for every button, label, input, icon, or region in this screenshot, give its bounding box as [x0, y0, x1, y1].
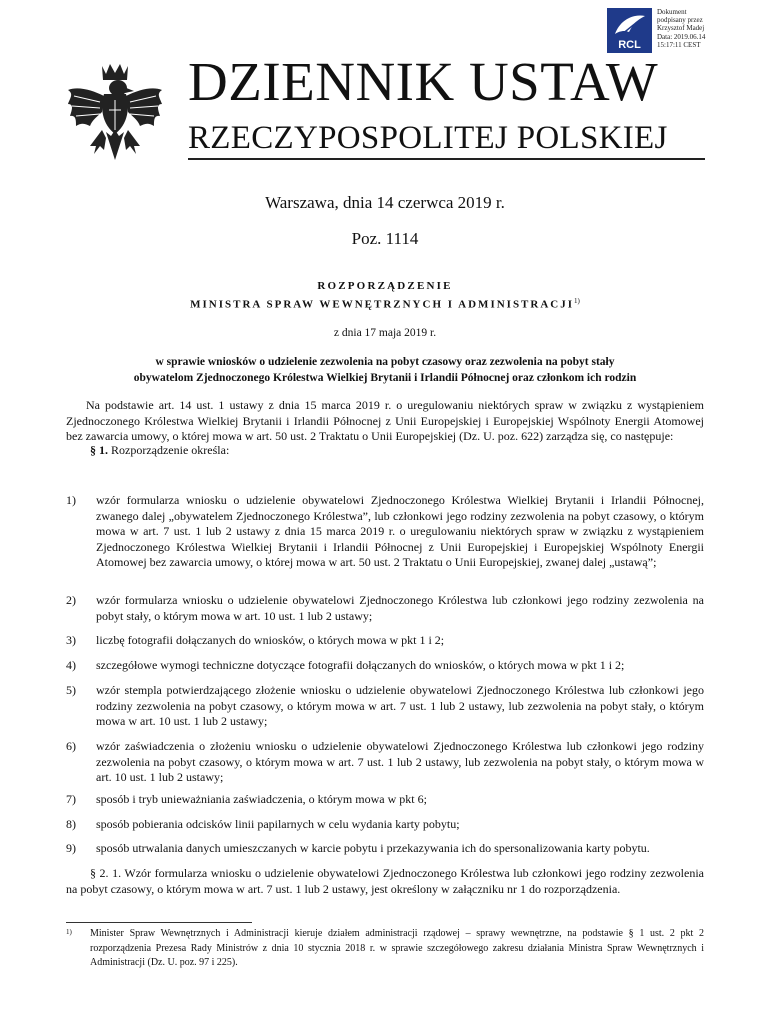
list-item-number: 4): [66, 658, 76, 672]
place-date: Warszawa, dnia 14 czerwca 2019 r.: [265, 193, 505, 212]
footnote-mark: 1): [574, 297, 580, 305]
list-item: [66, 683, 704, 730]
list-item-text: sposób utrwalania danych umieszczanych w karcie pobytu i przekazywania ich do spersonalizowania karty pobytu.: [96, 841, 650, 855]
footnote-rule: [66, 922, 252, 923]
list-item-text: szczegółowe wymogi techniczne dotyczące fotografii dołączanych do wniosków, o których mowa w pkt 1 i 2;: [96, 658, 625, 672]
list-item-text: wzór zaświadczenia o złożeniu wniosku o udzielenie obywatelowi Zjednoczonego Królestwa lub członkowi jego rodziny zezwolenia na pobyt czasowy, o którym mowa w art. 7 ust. 1 lub 2 ustawy, lub zezwolenia na pobyt stały, o którym mowa w art. 10 ust. 1 lub 2 ustawy;: [96, 739, 704, 784]
list-item: [66, 841, 704, 857]
stamp-logo-text: RCL: [618, 39, 641, 51]
position-number: Poz. 1114: [351, 229, 419, 248]
section-text: Rozporządzenie określa:: [108, 443, 230, 457]
list-item-text: sposób i tryb unieważniania zaświadczenia, o którym mowa w pkt 6;: [96, 792, 427, 806]
journal-title: DZIENNIK USTAW: [188, 51, 659, 112]
list-item-number: 7): [66, 792, 76, 806]
list-item-number: 2): [66, 593, 76, 607]
list-item-number: 1): [66, 493, 76, 507]
list-item: [66, 633, 704, 649]
list-item-number: 9): [66, 841, 76, 855]
preamble: Na podstawie art. 14 ust. 1 ustawy z dnia 15 marca 2019 r. o uregulowaniu niektórych spraw w związku z wystąpieniem Zjednoczonego Królestwa Wielkiej Brytanii i Irlandii Północnej z Unii Europejskiej i Europejskiej Wspólnoty Energii Atomowej bez zawarcia umowy, o której mowa w art. 50 ust. 2 Traktatu o Unii Europejskiej (Dz. U. poz. 622) zarządza się, co następuje:: [66, 398, 704, 443]
act-subject-line: w sprawie wniosków o udzielenie zezwolenia na pobyt czasowy oraz zezwolenia na pobyt stały: [155, 356, 615, 368]
section-label: § 1.: [90, 443, 108, 457]
list-item: [66, 739, 704, 786]
signature-stamp-logo: [607, 8, 652, 53]
list-item: [66, 792, 704, 808]
list-item: [66, 593, 704, 624]
list-item-text: liczbę fotografii dołączanych do wniosków, o których mowa w pkt 1 i 2;: [96, 633, 445, 647]
section-text: 1. Wzór formularza wniosku o udzielenie obywatelowi Zjednoczonego Królestwa lub członkowi jego rodziny zezwolenia na pobyt czasowy, o którym mowa w art. 7 ust. 1 lub 2 ustawy, jest określony w załączniku nr 1 do rozporządzenia.: [66, 866, 705, 896]
list-item-number: 8): [66, 817, 76, 831]
act-type: ROZPORZĄDZENIE: [317, 280, 453, 292]
list-item-text: sposób pobierania odcisków linii papilarnych w celu wydania karty pobytu;: [96, 817, 460, 831]
stamp-line: Dokument: [657, 8, 687, 16]
list-item-text: wzór formularza wniosku o udzielenie obywatelowi Zjednoczonego Królestwa lub członkowi jego rodziny zezwolenia na pobyt stały, o którym mowa w art. 10 ust. 1 lub 2 ustawy;: [96, 593, 704, 623]
act-subject-line: obywatelom Zjednoczonego Królestwa Wielkiej Brytanii i Irlandii Północnej oraz członkom ich rodzin: [133, 372, 637, 384]
list-item: [66, 817, 704, 833]
signature-stamp-text: [657, 8, 737, 49]
stamp-line: podpisany przez: [657, 16, 703, 25]
journal-subtitle: RZECZYPOSPOLITEJ POLSKIEJ: [188, 120, 668, 156]
list-item-text: wzór stempla potwierdzającego złożenie wniosku o udzielenie obywatelowi Zjednoczonego Królestwa lub członkowi jego rodziny zezwolenia na pobyt czasowy, o którym mowa w art. 7 ust. 1 lub 2 ustawy, lub zezwolenia na pobyt stały, o którym mowa w art. 10 ust. 1 lub 2 ustawy;: [96, 683, 704, 728]
act-date: z dnia 17 maja 2019 r.: [333, 327, 437, 339]
stamp-line: Krzysztof Madej: [657, 24, 705, 33]
list-item: [66, 658, 704, 674]
list-item-number: 5): [66, 683, 76, 697]
act-authority: [0, 297, 770, 311]
footnote-number: 1): [66, 928, 72, 936]
stamp-line: Data: 2019.06.14: [657, 32, 706, 41]
polish-eagle-emblem: [64, 60, 166, 170]
list-item: [66, 493, 704, 571]
authority-text: MINISTRA SPRAW WEWNĘTRZNYCH I ADMINISTRACJI: [190, 298, 575, 311]
section-1: [90, 443, 229, 458]
list-item-text: wzór formularza wniosku o udzielenie obywatelowi Zjednoczonego Królestwa Wielkiej Brytanii i Irlandii Północnej, zwanego dalej „obywatelem Zjednoczonego Królestwa”, lub członkowi jego rodziny zezwolenia na pobyt czasowy, o którym mowa w art. 7 ust. 1 lub 2 ustawy z dnia 15 marca 2019 r. o uregulowaniu niektórych spraw w związku z wystąpieniem Zjednoczonego Królestwa Wielkiej Brytanii i Irlandii Północnej z Unii Europejskiej i Europejskiej Wspólnoty Energii Atomowej bez zawarcia umowy, o której mowa w art. 50 ust. 2 Traktatu o Unii Europejskiej, zwanej dalej „ustawą”;: [96, 493, 704, 569]
list-item-number: 3): [66, 633, 76, 647]
footnote-text: Minister Spraw Wewnętrznych i Administracji kieruje działem administracji rządowej – sprawy wewnętrzne, na podstawie § 1 ust. 2 pkt 2 rozporządzenia Prezesa Rady Ministrów z dnia 10 stycznia 2018 r. w sprawie szczegółowego zakresu działania Ministra Spraw Wewnętrznych i Administracji (Dz. U. poz. 97 i 225).: [90, 928, 704, 968]
footnote: [66, 927, 704, 971]
header-rule: [188, 158, 705, 160]
section-2: [66, 866, 704, 897]
list-item-number: 6): [66, 739, 76, 753]
stamp-line: 15:17:11 CEST: [657, 40, 701, 49]
section-label: § 2.: [90, 866, 109, 880]
